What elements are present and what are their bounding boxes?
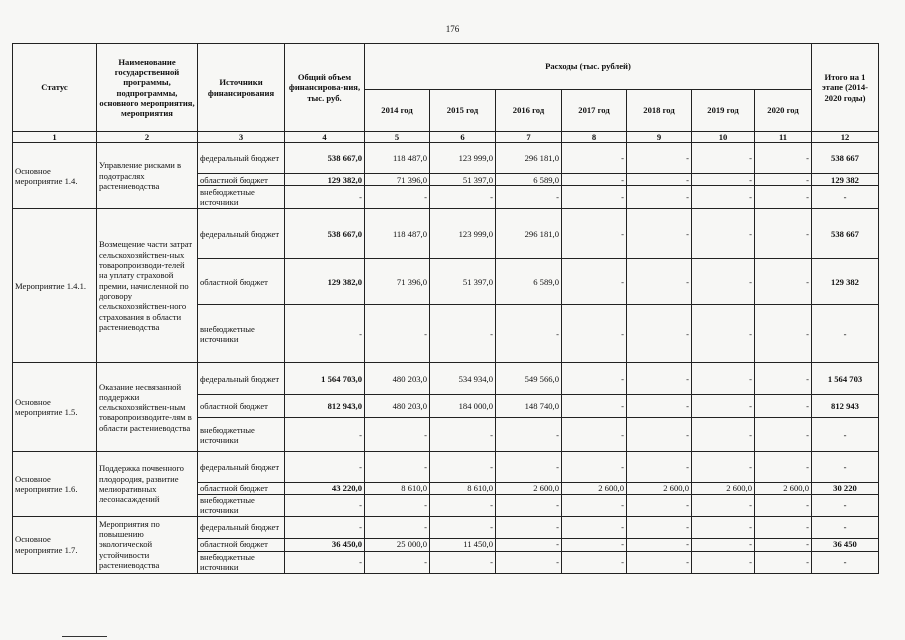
header-year: 2019 год (692, 90, 755, 132)
year-amount-cell: - (365, 516, 430, 538)
year-amount-cell: - (627, 418, 692, 452)
table-row (13, 452, 879, 483)
funding-source-cell: внебюджетные источники (198, 186, 285, 209)
year-amount-cell: - (496, 186, 562, 209)
year-amount-cell: - (562, 538, 627, 551)
funding-source-cell: внебюджетные источники (198, 494, 285, 516)
year-amount-cell: - (755, 418, 812, 452)
year-amount-cell: 71 396,0 (365, 259, 430, 305)
funding-source-cell: областной бюджет (198, 538, 285, 551)
year-amount-cell: 118 487,0 (365, 209, 430, 259)
year-amount-cell: 8 610,0 (365, 483, 430, 494)
year-amount-cell: - (562, 418, 627, 452)
year-amount-cell: - (627, 452, 692, 483)
year-amount-cell: 123 999,0 (430, 143, 496, 174)
total-volume-cell: 129 382,0 (285, 174, 365, 186)
activity-name-cell: Управление рисками в подотраслях растениеводства (97, 143, 198, 209)
year-amount-cell: 184 000,0 (430, 395, 496, 418)
column-index: 4 (285, 132, 365, 143)
year-amount-cell: - (755, 174, 812, 186)
column-index: 11 (755, 132, 812, 143)
year-amount-cell: - (692, 551, 755, 573)
year-amount-cell: - (692, 494, 755, 516)
year-amount-cell: 2 600,0 (562, 483, 627, 494)
activity-name-cell: Возмещение части затрат сельскохозяйствен-ных товаропроизводи-телей на уплату страховой премии, начисленной по договору сельскохозяйствен-ного страхования в области растениеводства (97, 209, 198, 363)
column-index: 9 (627, 132, 692, 143)
year-amount-cell: - (562, 143, 627, 174)
year-amount-cell: - (755, 538, 812, 551)
year-amount-cell: - (562, 494, 627, 516)
funding-source-cell: областной бюджет (198, 483, 285, 494)
year-amount-cell: - (365, 494, 430, 516)
year-amount-cell: - (627, 516, 692, 538)
year-amount-cell: 6 589,0 (496, 174, 562, 186)
year-amount-cell: - (627, 551, 692, 573)
total-volume-cell: - (285, 551, 365, 573)
status-cell: Основное мероприятие 1.6. (13, 452, 97, 516)
header-year: 2020 год (755, 90, 812, 132)
column-index: 7 (496, 132, 562, 143)
year-amount-cell: - (365, 305, 430, 363)
year-amount-cell: - (692, 516, 755, 538)
column-index: 10 (692, 132, 755, 143)
year-amount-cell: - (627, 494, 692, 516)
year-amount-cell: - (755, 551, 812, 573)
year-amount-cell: - (430, 551, 496, 573)
year-amount-cell: - (562, 363, 627, 395)
activity-name-cell: Мероприятия по повышению экологической устойчивости растениеводства (97, 516, 198, 573)
year-amount-cell: - (692, 186, 755, 209)
year-amount-cell: - (496, 551, 562, 573)
year-amount-cell: - (627, 143, 692, 174)
year-amount-cell: - (365, 452, 430, 483)
total-volume-cell: - (285, 494, 365, 516)
header-year: 2015 год (430, 90, 496, 132)
total-volume-cell: 812 943,0 (285, 395, 365, 418)
year-amount-cell: - (496, 452, 562, 483)
total-volume-cell: - (285, 418, 365, 452)
year-amount-cell: - (430, 305, 496, 363)
year-amount-cell: - (430, 418, 496, 452)
year-amount-cell: - (562, 452, 627, 483)
year-amount-cell: - (692, 395, 755, 418)
year-amount-cell: - (562, 305, 627, 363)
year-amount-cell: - (755, 363, 812, 395)
year-amount-cell: 8 610,0 (430, 483, 496, 494)
year-amount-cell: 296 181,0 (496, 209, 562, 259)
footer-divider (62, 636, 107, 637)
stage-total-cell: - (812, 452, 879, 483)
column-index: 1 (13, 132, 97, 143)
header-status: Статус (13, 44, 97, 132)
year-amount-cell: - (755, 395, 812, 418)
year-amount-cell: - (627, 174, 692, 186)
funding-source-cell: областной бюджет (198, 395, 285, 418)
year-amount-cell: - (562, 395, 627, 418)
status-cell: Мероприятие 1.4.1. (13, 209, 97, 363)
year-amount-cell: - (692, 538, 755, 551)
header-year: 2016 год (496, 90, 562, 132)
year-amount-cell: - (627, 186, 692, 209)
year-amount-cell: - (627, 259, 692, 305)
column-index: 8 (562, 132, 627, 143)
year-amount-cell: - (562, 174, 627, 186)
column-index: 5 (365, 132, 430, 143)
year-amount-cell: - (627, 305, 692, 363)
year-amount-cell: 534 934,0 (430, 363, 496, 395)
total-volume-cell: 36 450,0 (285, 538, 365, 551)
year-amount-cell: 549 566,0 (496, 363, 562, 395)
year-amount-cell: - (692, 259, 755, 305)
stage-total-cell: 36 450 (812, 538, 879, 551)
year-amount-cell: 2 600,0 (627, 483, 692, 494)
year-amount-cell: - (627, 538, 692, 551)
year-amount-cell: - (496, 516, 562, 538)
funding-source-cell: федеральный бюджет (198, 209, 285, 259)
stage-total-cell: - (812, 305, 879, 363)
year-amount-cell: - (430, 494, 496, 516)
year-amount-cell: - (692, 143, 755, 174)
stage-total-cell: - (812, 418, 879, 452)
year-amount-cell: - (692, 363, 755, 395)
header-name: Наименование государственной программы, подпрограммы, основного мероприятия, мероприятия (97, 44, 198, 132)
total-volume-cell: 1 564 703,0 (285, 363, 365, 395)
status-cell: Основное мероприятие 1.7. (13, 516, 97, 573)
header-sources: Источники финансирования (198, 44, 285, 132)
table-body (13, 143, 879, 573)
header-stage-total: Итого на 1 этапе (2014-2020 годы) (812, 44, 879, 132)
stage-total-cell: 812 943 (812, 395, 879, 418)
status-cell: Основное мероприятие 1.4. (13, 143, 97, 209)
year-amount-cell: - (562, 259, 627, 305)
year-amount-cell: - (692, 418, 755, 452)
column-index: 2 (97, 132, 198, 143)
year-amount-cell: - (627, 395, 692, 418)
year-amount-cell: - (430, 186, 496, 209)
table-row (13, 209, 879, 259)
stage-total-cell: 129 382 (812, 259, 879, 305)
total-volume-cell: 538 667,0 (285, 209, 365, 259)
year-amount-cell: 123 999,0 (430, 209, 496, 259)
year-amount-cell: - (692, 209, 755, 259)
funding-source-cell: внебюджетные источники (198, 551, 285, 573)
header-total-volume: Общий объем финансирова-ния, тыс. руб. (285, 44, 365, 132)
page-number: 176 (445, 24, 460, 34)
activity-name-cell: Оказание несвязанной поддержки сельскохозяйствен-ным товаропроизводите-лям в области растениеводства (97, 363, 198, 452)
year-amount-cell: 51 397,0 (430, 259, 496, 305)
total-volume-cell: - (285, 516, 365, 538)
total-volume-cell: - (285, 452, 365, 483)
total-volume-cell: 538 667,0 (285, 143, 365, 174)
total-volume-cell: - (285, 186, 365, 209)
column-index: 12 (812, 132, 879, 143)
funding-source-cell: областной бюджет (198, 259, 285, 305)
year-amount-cell: - (755, 452, 812, 483)
year-amount-cell: - (755, 143, 812, 174)
funding-source-cell: федеральный бюджет (198, 143, 285, 174)
funding-source-cell: внебюджетные источники (198, 418, 285, 452)
header-year: 2017 год (562, 90, 627, 132)
funding-source-cell: федеральный бюджет (198, 516, 285, 538)
stage-total-cell: 538 667 (812, 209, 879, 259)
year-amount-cell: 2 600,0 (755, 483, 812, 494)
table-row (13, 363, 879, 395)
year-amount-cell: 25 000,0 (365, 538, 430, 551)
budget-table (12, 43, 879, 574)
header-expenses: Расходы (тыс. рублей) (365, 44, 812, 90)
year-amount-cell: 296 181,0 (496, 143, 562, 174)
year-amount-cell: - (496, 418, 562, 452)
year-amount-cell: - (755, 259, 812, 305)
year-amount-cell: - (692, 305, 755, 363)
year-amount-cell: 118 487,0 (365, 143, 430, 174)
year-amount-cell: - (562, 516, 627, 538)
year-amount-cell: - (562, 551, 627, 573)
year-amount-cell: 2 600,0 (692, 483, 755, 494)
year-amount-cell: 51 397,0 (430, 174, 496, 186)
year-amount-cell: - (430, 516, 496, 538)
stage-total-cell: - (812, 516, 879, 538)
year-amount-cell: - (627, 363, 692, 395)
stage-total-cell: - (812, 551, 879, 573)
table-row (13, 516, 879, 538)
year-amount-cell: - (562, 209, 627, 259)
year-amount-cell: - (755, 305, 812, 363)
year-amount-cell: - (692, 174, 755, 186)
column-index: 3 (198, 132, 285, 143)
funding-source-cell: федеральный бюджет (198, 363, 285, 395)
funding-source-cell: областной бюджет (198, 174, 285, 186)
stage-total-cell: 538 667 (812, 143, 879, 174)
total-volume-cell: 129 382,0 (285, 259, 365, 305)
year-amount-cell: - (496, 494, 562, 516)
year-amount-cell: - (755, 186, 812, 209)
year-amount-cell: - (562, 186, 627, 209)
stage-total-cell: 30 220 (812, 483, 879, 494)
year-amount-cell: 480 203,0 (365, 363, 430, 395)
year-amount-cell: 71 396,0 (365, 174, 430, 186)
stage-total-cell: 129 382 (812, 174, 879, 186)
year-amount-cell: - (692, 452, 755, 483)
year-amount-cell: - (755, 209, 812, 259)
total-volume-cell: 43 220,0 (285, 483, 365, 494)
stage-total-cell: - (812, 494, 879, 516)
status-cell: Основное мероприятие 1.5. (13, 363, 97, 452)
funding-source-cell: федеральный бюджет (198, 452, 285, 483)
year-amount-cell: - (365, 186, 430, 209)
header-year: 2018 год (627, 90, 692, 132)
year-amount-cell: 6 589,0 (496, 259, 562, 305)
column-index: 6 (430, 132, 496, 143)
header-year: 2014 год (365, 90, 430, 132)
activity-name-cell: Поддержка почвенного плодородия, развитие мелиоративных лесонасаждений (97, 452, 198, 516)
total-volume-cell: - (285, 305, 365, 363)
year-amount-cell: 2 600,0 (496, 483, 562, 494)
year-amount-cell: - (496, 538, 562, 551)
year-amount-cell: - (430, 452, 496, 483)
year-amount-cell: - (627, 209, 692, 259)
table-row (13, 143, 879, 174)
year-amount-cell: - (365, 418, 430, 452)
year-amount-cell: 11 450,0 (430, 538, 496, 551)
year-amount-cell: 148 740,0 (496, 395, 562, 418)
stage-total-cell: 1 564 703 (812, 363, 879, 395)
stage-total-cell: - (812, 186, 879, 209)
year-amount-cell: - (365, 551, 430, 573)
year-amount-cell: 480 203,0 (365, 395, 430, 418)
year-amount-cell: - (755, 494, 812, 516)
funding-source-cell: внебюджетные источники (198, 305, 285, 363)
year-amount-cell: - (755, 516, 812, 538)
year-amount-cell: - (496, 305, 562, 363)
